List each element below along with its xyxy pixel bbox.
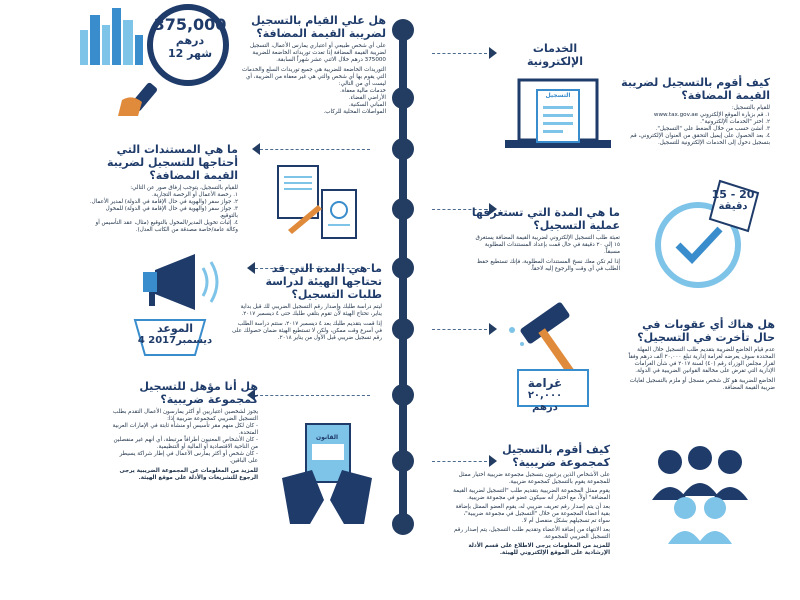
review-title: ما هي المدة التي قد تحتاجها الهيئة لدراسة طلبات التسجيل؟ <box>265 262 382 301</box>
eligible-block <box>108 380 258 482</box>
eligible-item: - كان الأشخاص المعنيون أطرافاً مرتبطة، أي أنهم غير منفصلين من الناحية الاقتصادية أو المالية أو التنظيمية. <box>113 437 258 450</box>
penalty-p1: عدم قيام الخاضع للضريبة بتقديم طلب التسجيل خلال المهلة المحددة سوف يعرضه لغرامة إدارية تبلغ ٢٠,٠٠٠ ألف درهم وفقاً لقرار مجلس الوزراء رقم (٤٠) لسنة ٢٠١٧ في شأن الغرامات الإدارية التي تفرض على مخالفة القوانين الضريبية في الدولة. <box>628 347 775 374</box>
duration-p1: تعبئة طلب التسجيل الإلكتروني لضريبة القيمة المضافة يستغرق ١٥ إلى ٢٠ دقيقة في حال قمت بإعداد المستندات المطلوبة مسبقاً. <box>475 235 620 255</box>
documents-passport-icon <box>268 160 378 245</box>
how-register-block <box>620 76 770 147</box>
how-register-step: ٢. اختر "الخدمات الإلكترونية". <box>700 119 770 125</box>
review-block <box>232 262 382 342</box>
timeline-node <box>392 87 414 109</box>
register-question-p2: التوريدات الخاضعة للضريبة هي جميع توريدات السلع والخدمات التي يقوم بها أي شخص والتي هي غير معفاة من الضريبة، أي ليست أي من التالي: <box>241 67 386 87</box>
fine-text <box>505 376 585 414</box>
minutes-unit: دقيقة <box>718 201 748 212</box>
how-register-step: ٣. أنشئ حسب من خلال الضغط على "التسجيل". <box>655 126 770 132</box>
threshold-period: 12 شهر <box>167 47 213 60</box>
review-p2: إذا قمت بتقديم طلبك بعد ٤ ديسمبر ٢٠١٧، ستتم دراسة الطلب في أسرع وقت ممكن، ولكن لا تستطيع الهيئة ضمان حصولك على رقم تسجيل ضريبي قبل الأول من يناير ٢٠١٨. <box>232 321 382 341</box>
how-register-intro: للقيام بالتسجيل: <box>731 105 770 111</box>
documents-illustration <box>268 160 378 245</box>
how-register-step: ٤. بعد الحصول على إيميل التحقق من العنوان الإلكتروني، قم بتسجيل دخول إلى الخدمات الإلكترونية للتسجيل. <box>630 133 770 146</box>
register-question-item: المواصلات المحلية للركاب. <box>323 109 386 115</box>
group-illustration <box>630 440 770 550</box>
people-group-icon <box>630 440 770 550</box>
timeline-node <box>392 19 414 41</box>
penalty-p2: الخاضع للضريبة هو كل شخص مسجل أو ملزم بالتسجيل لغايات ضريبة القيمة المضافة. <box>629 378 775 391</box>
deadline-text <box>130 322 220 347</box>
documents-item: ٢. جواز سفر (والهوية في حال الإقامة في الدولة) لمدير الأعمال. <box>89 199 238 205</box>
documents-title: ما هي المستندات التي أحتاجها للتسجيل لضريبة القيمة المضافة؟ <box>107 143 238 182</box>
duration-title: ما هي المدة التي تستغرقها عملية التسجيل؟ <box>471 206 620 232</box>
fine-amount: ٢٠,٠٠٠ <box>527 390 563 401</box>
documents-intro: للقيام بالتسجيل، يتوجب إرفاق صور عن التالي: <box>130 185 238 191</box>
documents-block <box>88 143 238 234</box>
eservices-label: الخدمات الإلكترونية <box>527 42 583 68</box>
fine-currency: درهم <box>532 402 558 413</box>
timeline-node <box>392 450 414 472</box>
documents-item: ١. رخصة الأعمال أو الرخصة التجارية. <box>152 192 238 198</box>
how-register-step: ١. قم بزيارة الموقع الإلكتروني www.tax.gov.ae <box>653 112 770 118</box>
fine-label: غرامة <box>527 376 563 390</box>
threshold-text <box>150 16 230 60</box>
form-label-block <box>540 92 576 99</box>
register-question-item: المباني السكنية. <box>348 102 386 108</box>
timeline-node <box>392 198 414 220</box>
timeline-node <box>392 257 414 279</box>
eligible-item: - كان شخص أو أكثر يمارس الأعمال في إطار شراكة يسيطر على الباقين. <box>119 451 258 464</box>
deadline-label: الموعد <box>156 322 194 335</box>
minutes-range: 15 - 20 <box>711 188 755 201</box>
eservices-label-block <box>505 42 605 68</box>
connector-dash <box>255 395 370 396</box>
minutes-text <box>705 188 761 213</box>
law-label: القانون <box>315 434 339 441</box>
threshold-amount: 375,000 <box>153 15 227 34</box>
register-question-p1: على أي شخص طبيعي أو اعتباري يمارس الأعمال، التسجيل لضريبة القيمة المضافة إذا تعدت توريداته الخاضعة للضريبة 375000 درهم خلال الاثني عشر شهراً السابقة. <box>249 43 386 63</box>
eligible-intro: يجوز لشخصين اعتباريين أو أكثر يمارسون الأعمال التقدم بطلب التسجيل الضريبي كمجموعة ضريبية إذا: <box>112 409 258 422</box>
group-reg-p3: بعد أن يتم إصدار رقم تعريف ضريبي له، يقوم العضو الممثل بإضافة بقية أعضاء المجموعة من خلال "التسجيل في مجموعة ضريبية"، سواء تم تسجيلهم بشكل منفصل أم لا. <box>455 504 610 524</box>
penalty-title: هل هناك أي عقوبات في حال تأخرت في التسجيل؟ <box>637 318 775 344</box>
connector-dash <box>260 149 370 150</box>
penalty-block <box>625 318 775 392</box>
connector-dash <box>432 53 487 54</box>
review-p1: ليتم دراسة طلبك وإصدار رقم التسجيل الضريبي لك قبل بداية يناير، تحتاج الهيئة لأن تقوم بتلقي طلبك حتى ٤ ديسمبر ٢٠١٧. <box>240 304 382 317</box>
how-register-title: كيف أقوم بالتسجيل لضريبة القيمة المضافة؟ <box>621 76 770 102</box>
group-reg-p2: يقوم ممثل المجموعة الضريبية بتقديم طلب "التسجيل لضريبة القيمة المضافة" أولاً، مع اختيار أنه سيكون عضو في مجموعة ضريبية. <box>453 488 610 501</box>
register-question-item: خدمات مالية معفاة. <box>340 88 386 94</box>
eligible-title: هل أنا مؤهل للتسجيل كمجموعة ضريبية؟ <box>139 380 258 406</box>
law-label-block <box>312 434 342 441</box>
timeline-node <box>392 513 414 535</box>
register-question-block <box>236 14 386 116</box>
register-question-item: الأراضي الفضاء. <box>348 95 386 101</box>
timeline-node <box>392 318 414 340</box>
timeline-node <box>392 138 414 160</box>
connector-arrow <box>252 143 260 155</box>
threshold-currency: درهم <box>175 34 205 47</box>
connector-dash <box>432 329 487 330</box>
timeline-node <box>392 384 414 406</box>
eligible-item: - كان لكل منهم مقر تأسيس أو منشأة ثابتة في الإمارات العربية المتحدة. <box>112 423 258 436</box>
register-question-title: هل علي القيام بالتسجيل لضريبة القيمة المضافة؟ <box>251 14 386 40</box>
deadline-date: 4 ديسمبر2017 <box>137 335 213 346</box>
form-label: التسجيل <box>545 92 571 99</box>
group-reg-more: للمزيد من المعلومات يرجى الاطلاع على قسم الأدلة الإرشادية على الموقع الإلكتروني للهيئة. <box>468 543 610 556</box>
group-reg-title: كيف أقوم بالتسجيل كمجموعة ضريبية؟ <box>502 443 610 469</box>
duration-block <box>470 206 620 273</box>
documents-item: ٣. جواز سفر (والهوية في حال الإقامة في الدولة) للمخول بالتوقيع. <box>105 206 238 219</box>
group-reg-block <box>450 443 610 557</box>
duration-p2: إذا لم تكن معك نسخ المستندات المطلوبة، فإنك تستطيع حفظ الطلب في أي وقت والرجوع إليه لاحقاً. <box>476 259 620 272</box>
group-reg-p4: بعد الانتهاء من إضافة الأعضاء وتقديم طلب التسجيل، يتم إصدار رقم التسجيل الضريبي للمجموعة. <box>453 527 610 540</box>
group-reg-p1: على الأشخاص الذين يرغبون بتسجيل مجموعة ضريبية اختيار ممثل للمجموعة يقوم بالتسجيل كمجموعة ضريبية. <box>458 472 610 485</box>
documents-item: ٤. إثبات تخويل المدير/المخول بالتوقيع (مثال، عقد التأسيس أو وكالة عامة/خاصة مصدقة من الكاتب العدل). <box>95 220 238 233</box>
eligible-more: للمزيد من المعلومات عن المجموعة الضريبية يرجى الرجوع للتشريعات والأدلة على موقع الهيئة. <box>119 468 258 481</box>
